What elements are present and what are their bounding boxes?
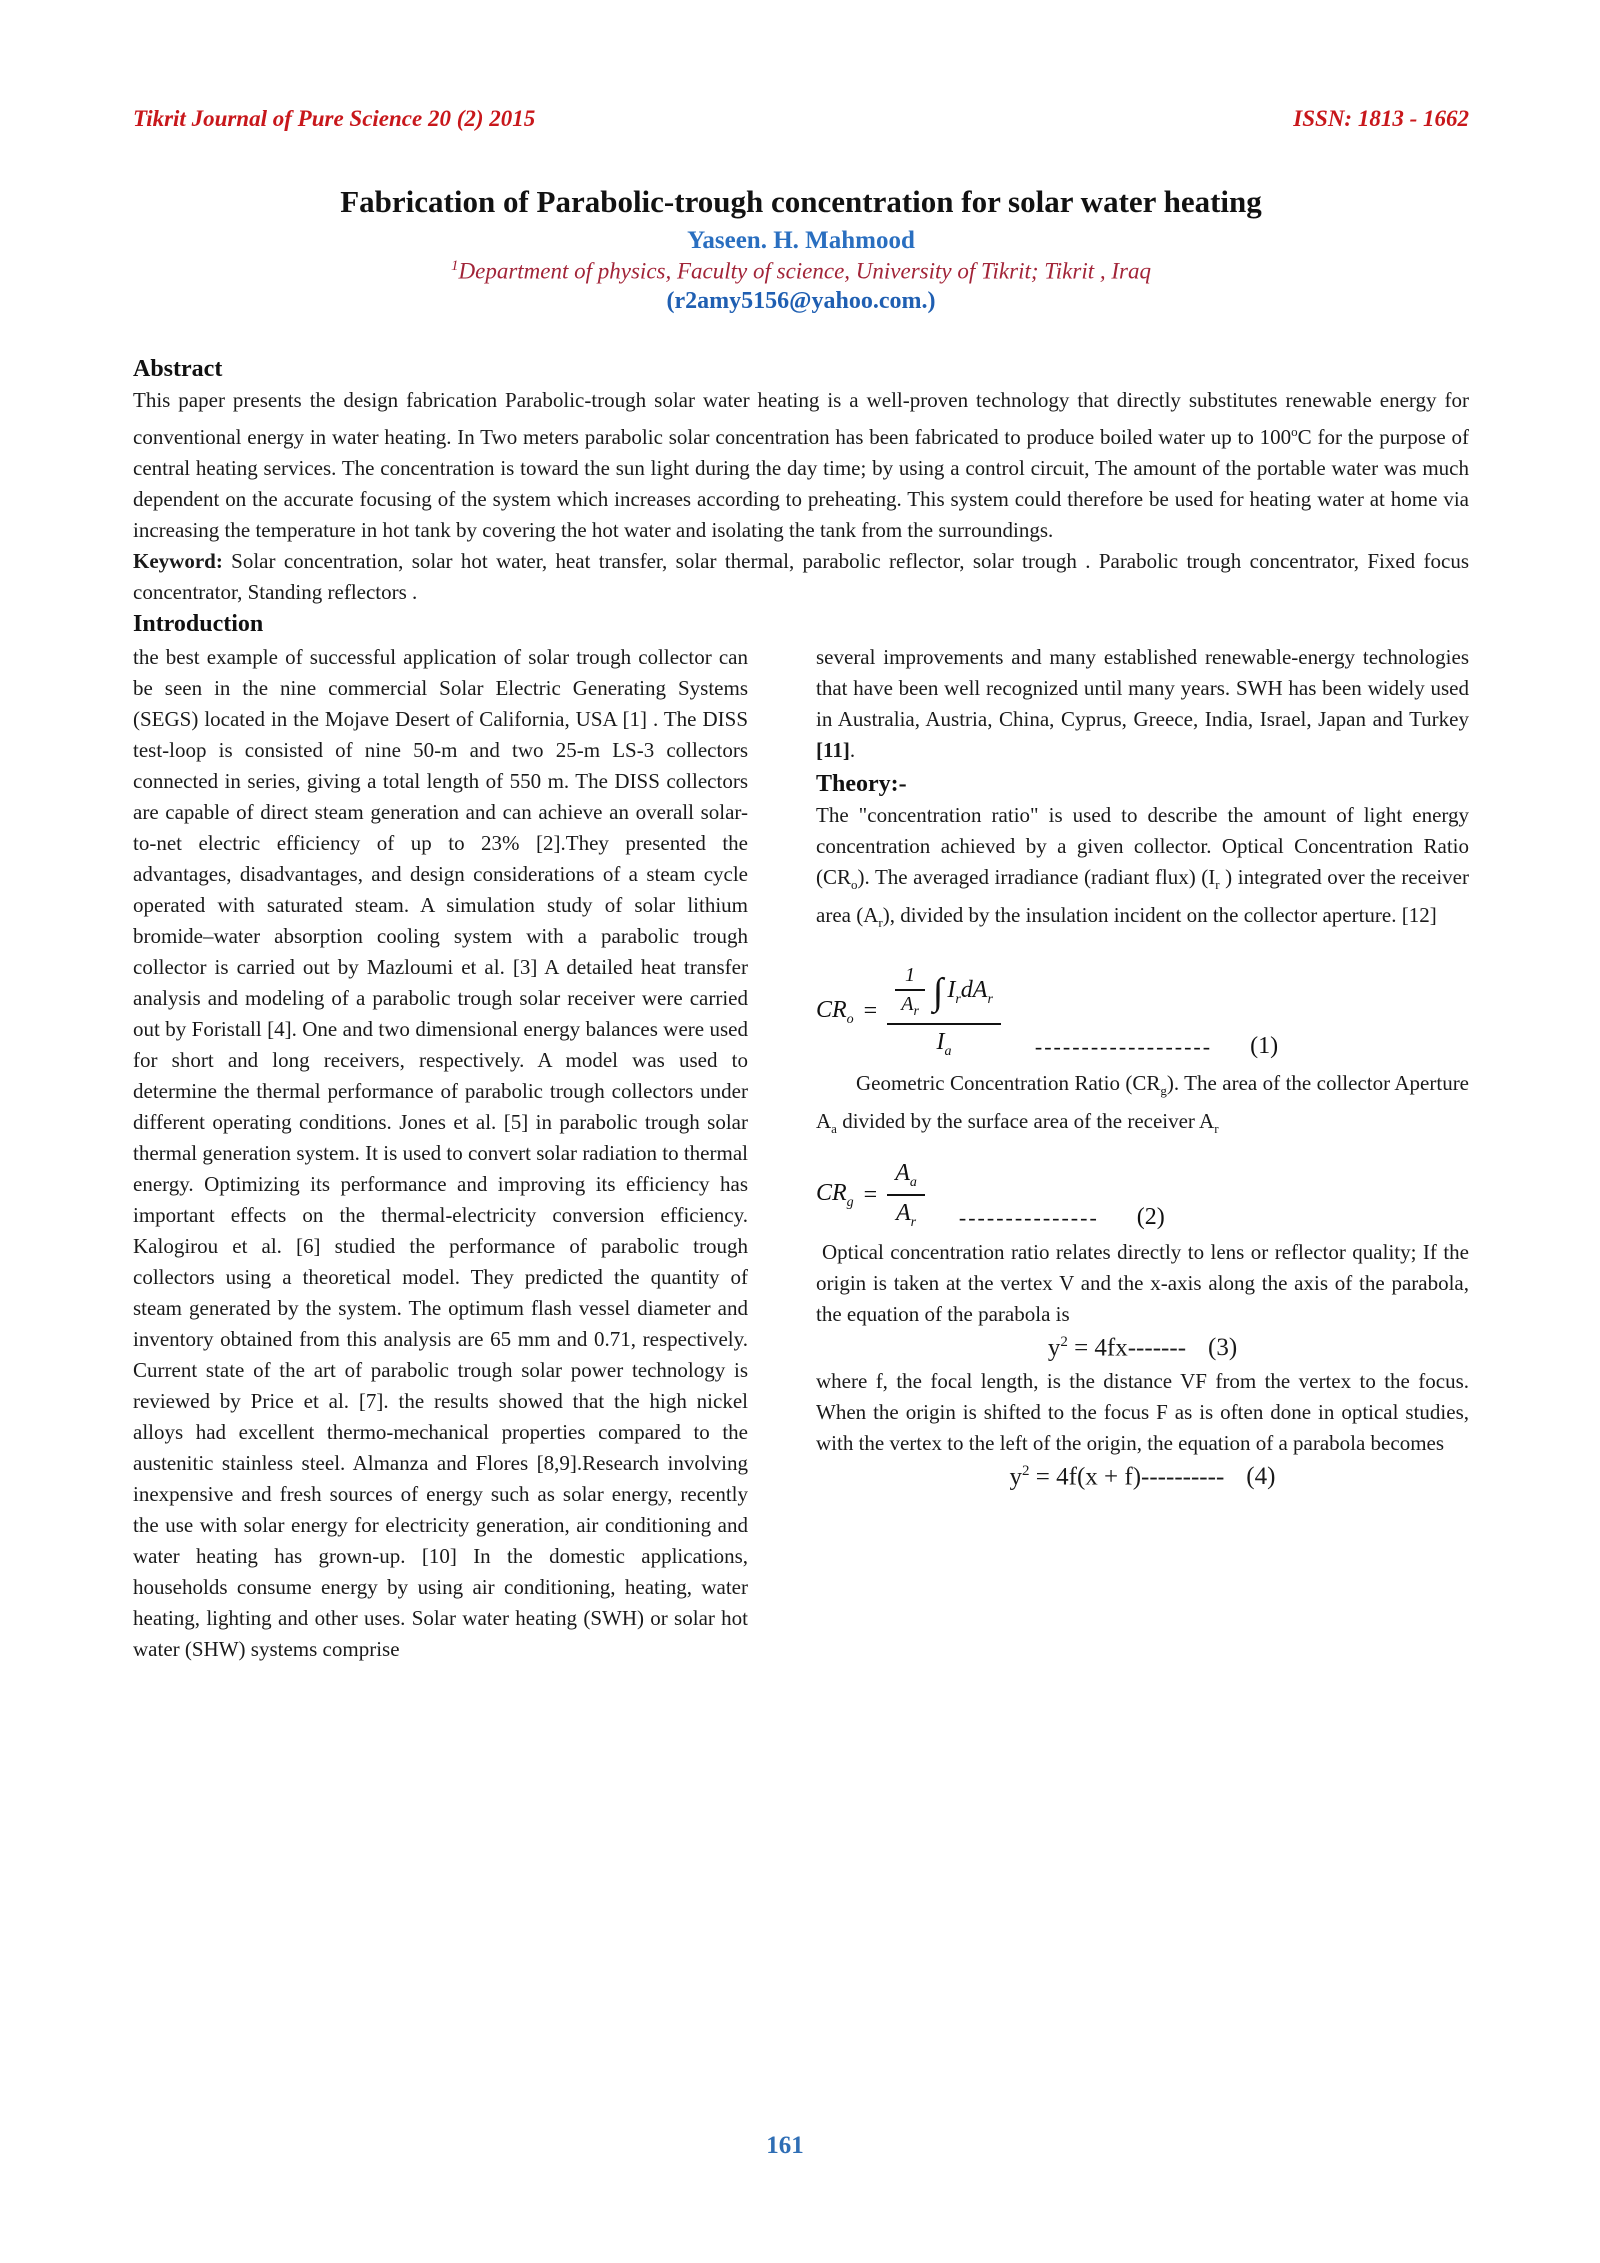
theory-heading: Theory:- [816,770,907,797]
integral-sign: ∫ [932,971,944,1014]
eq4-expression: $y^2 = 4f(x + f)----------$ [1009,1463,1225,1491]
theory-paragraph-1: The "concentration ratio" is used to describe the amount of light energy concentration achieved by a given collector. Optical Concentration Ratio $(CR_o)$. The averaged irradiance (radiant flux) ($I_r$ ) integrated over the receiver area $(A_r)$, divided by the insulation incident on the collector aperture. [12] [816,802,1469,931]
journal-name: Tikrit Journal of Pure Science 20 (2) 2015 [133,106,536,131]
journal-header [133,106,1469,132]
eq1-denominator: $I_a$ [887,1023,1001,1060]
eq1-fraction [887,964,1001,1060]
eq1-inner-numerator: 1 [905,964,916,987]
eq3-number: (3) [1208,1334,1238,1362]
equation-4 [816,1463,1469,1491]
geometric-ratio-paragraph: Geometric Concentration Ratio $(CR_g)$. The area of the collector Aperture $A_a$ divided by the surface area of the receiver $A_r$ [816,1070,1470,1137]
eq2-number: (2) [1136,1203,1165,1230]
journal-issn: ISSN: 1813 - 1662 [1293,106,1469,131]
eq1-inner-fraction [895,964,925,1020]
page-number: 161 [766,2132,804,2159]
eq1-lhs: $CR_o$ [816,996,854,1027]
eq2-equals-sign: = [863,1182,878,1208]
paper-title: Fabrication of Parabolic-trough concentration for solar water heating [340,184,1262,219]
left-column [133,642,748,1665]
eq1-integrand: $I_rdA_r$ [947,976,993,1007]
author-affiliation: $^1$Department of physics, Faculty of science, University of Tikrit; Tikrit , Iraq [451,258,1151,284]
abstract-heading: Abstract [133,355,223,382]
equation-1 [816,964,1469,1060]
keywords-line: Keyword: Solar concentration, solar hot water, heat transfer, solar thermal, parabolic reflector, solar trough . Parabolic trough concentrator, Fixed focus concentrator, Standing reflectors . [133,548,1469,604]
eq1-inner-denominator: $A_r$ [895,989,925,1020]
eq2-lhs: $CR_g$ [816,1180,854,1210]
focal-length-paragraph: where f, the focal length, is the distance VF from the vertex to the focus. When the origin is shifted to the focus F as is often done in optical studies, with the vertex to the left of the origin, the equation of a parabola becomes [816,1369,1469,1456]
eq1-dashes: ------------------- [1034,1033,1213,1059]
eq2-dashes: --------------- [958,1204,1099,1230]
equation-2 [816,1160,1469,1231]
eq1-equals-sign: = [863,998,878,1025]
optical-ratio-paragraph: Optical concentration ratio relates directly to lens or reflector quality; If the origin is taken at the vertex V and the x-axis along the axis of the parabola, the equation of the parabola is [816,1239,1469,1326]
eq1-number: (1) [1250,1032,1279,1059]
abstract-text: This paper presents the design fabrication Parabolic-trough solar water heating is a well-proven technology that directly substitutes renewable energy for conventional energy in water heating. In Two meters parabolic solar concentration has been fabricated to produce boiled water up to 100$^o$C for the purpose of central heating services. The concentration is toward the sun light during the day time; by using a control circuit, The amount of the portable water was much dependent on the accurate focusing of the system which increases according to preheating. This system could therefore be used for heating water at home via increasing the temperature in hot tank by covering the hot water and isolating the tank from the surroundings. [133,387,1469,542]
right-column [816,642,1469,1665]
equation-3 [816,1334,1469,1362]
eq2-fraction [887,1160,925,1231]
eq3-expression: $y^2 = 4fx-------$ [1047,1333,1187,1362]
two-column-body [133,642,1469,1665]
author-name: Yaseen. H. Mahmood [687,227,915,254]
eq2-denominator: $A_r$ [887,1194,925,1231]
introduction-heading: Introduction [133,610,264,637]
introduction-text: the best example of successful application of solar trough collector can be seen in the nine commercial Solar Electric Generating Systems (SEGS) located in the Mojave Desert of California, USA [1] . The DISS test-loop is consisted of nine 50-m and two 25-m LS-3 collectors connected in series, giving a total length of 550 m. The DISS collectors are capable of direct steam generation and can achieve an overall solar-to-net electric efficiency of up to 23% [2].They presented the advantages, disadvantages, and design considerations of a steam cycle operated with saturated steam. A simulation study of solar lithium bromide–water absorption cooling system with a parabolic trough collector is carried out by Mazloumi et al. [3] A detailed heat transfer analysis and modeling of a parabolic trough solar receiver were carried out by Foristall [4]. One and two dimensional energy balances were used for short and long receivers, respectively. A model was used to determine the thermal performance of parabolic trough collectors under different operating conditions. Jones et al. [5] in parabolic trough solar thermal generation system. It is used to convert solar radiation to thermal energy. Optimizing its performance and improving its efficiency has important effects on the thermal-electricity conversion efficiency. Kalogirou et al. [6] studied the performance of parabolic trough collectors using a theoretical model. They predicted the quantity of steam generated by the system. The optimum flash vessel diameter and inventory obtained from this analysis are 65 mm and 0.71, respectively. Current state of the art of parabolic trough solar power technology is reviewed by Price et al. [7]. the results showed that the high nickel alloys had excellent thermo-mechanical properties compared to the austenitic stainless steel. Almanza and Flores [8,9].Research involving inexpensive and fresh sources of energy such as solar energy, recently the use with solar energy for electricity generation, air conditioning and water heating has grown-up. [10] In the domestic applications, households consume energy by using air conditioning, heating, water heating, lighting and other uses. Solar water heating (SWH) or solar hot water (SHW) systems comprise [133,644,748,1661]
author-email: (r2amy5156@yahoo.com.) [666,287,936,314]
right-column-intro-text: several improvements and many established renewable-energy technologies that have been well recognized until many years. SWH has been widely used in Australia, Austria, China, Cyprus, Greece, India, Israel, Japan and Turkey [11]. [816,644,1469,762]
eq4-number: (4) [1246,1463,1276,1491]
eq2-numerator: $A_a$ [895,1160,917,1190]
